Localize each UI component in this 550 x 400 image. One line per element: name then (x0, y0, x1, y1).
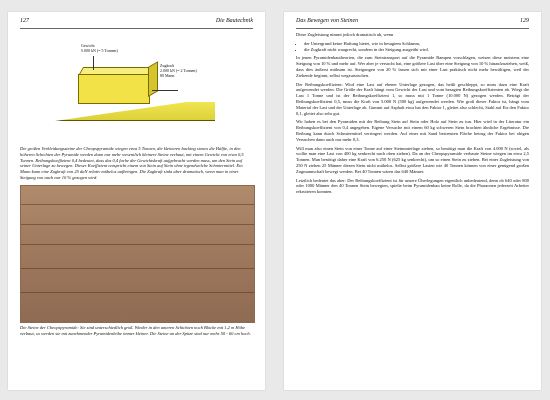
intro-paragraph: Diese Zugleistung nimmt jedoch dramatisch ab, wenn (296, 32, 394, 37)
bullet-item: • die Zugkraft nicht waagrecht, sondern in der Steigung ausgeübt wird. (304, 47, 529, 53)
paragraph-ramps: In jenen Pyramidenbautheorien, die zum Steintransport auf die Pyramide Rampen vorschlagen, weisen diese meistens eine Steigung von 10 % und mehr auf. Wer aber je versucht hat, eine größere Last über eine Steigung von 10 % hinaufzuziehen, weiß, dass dies äußerst mühsam ist. Steigungen von 20 % lassen sich mit einer Last praktisch nicht mehr bewältigen, weil der Ziehende beginnt, selbst wegzurutschen. (296, 55, 529, 78)
pull-people: 80 Mann (160, 72, 175, 78)
right-section-title: Das Bewegen von Steinen (296, 18, 359, 24)
right-page-number: 129 (520, 18, 529, 24)
left-page-content (20, 32, 253, 336)
pull-label-block (160, 64, 197, 78)
bullet-list (304, 41, 529, 53)
weight-label: Gewicht (81, 43, 95, 48)
pyramid-stones-photo (20, 185, 255, 323)
ramp-shape (55, 102, 215, 121)
right-page-content (296, 32, 529, 198)
pull-label: Zugkraft (160, 63, 174, 68)
stone-block-side (148, 61, 158, 97)
caption-1: Die großen Verkleidungssteine der Cheopspyramide wiegen etwa 5 Tonnen, die kleineren backing stones die Hälfte, in den höheren Schichten der Pyramide werden dann nur mehr wesentlich kleinere Steine verbaut, mit einem Gewicht von etwa 0,5 Tonnen. Reibungskoeffizient 0,4 bedeutet, dass das 0,4 fache der Gewichtskraft aufgebracht werden muss, um den Stein auf seiner Unterlage zu bewegen. Dieser Koeffizient entspricht einem von Stein auf Stein ohne irgendwelche Schmiermittel. Ein Mann kann eine Zugkraft von 25 daN relativ mühelos aufbringen. Die Zugkraft sinkt aber dramatisch, wenn man in einer Steigung von auch nur 10 % gezogen wird. (20, 146, 244, 180)
paragraph-conclusion: Letztlich bedeutet das aber: Der Reibungskoeffizient ist für unsere Überlegungen eigentlich unbedeutend, denn ob 640 oder 800 oder 1000 Männer den 40 Tonnen Stein bewegten, spielte beim Pyramidenbau keine Rolle, da die Pharaonen jederzeit Arbeiter rekrutieren konnten. (296, 177, 529, 195)
weight-leader-line (93, 56, 94, 70)
bullet-item: • der Untergrund keine Haftung bietet, wie in besagtem Schlamm, (304, 41, 529, 47)
paragraph-force-example: Will man also einen Stein von einer Tonne auf einer Steinunterlage ziehen, so benötigt man die Kraft von 4.000 N (soviel, als wollte man eine Last von 400 kg senkrecht nach oben ziehen). Da an der Cheopspyramide verbaute Steine wiegen im etwa 2,5 Tonnen. Man benötigt daher eine Kraft von 6.250 N (625 kg senkrecht), um so einen Stein zu ziehen. Bei einer Zugleistung von 250 N ziehen 25 Männer diesen Stein nicht mühelos. Selbst größere Lasten wie 40 Tonnen können von einer genügend großen Zugmannschaft bewegt werden. Bei 40 Tonnen wären das 640 Männer. (296, 145, 529, 174)
weight-value: 5.000 kN (= 5 Tonnen) (81, 47, 118, 53)
right-page-header (296, 18, 529, 29)
right-page (284, 12, 541, 390)
stone-block (78, 74, 150, 104)
left-page-header (20, 18, 253, 29)
paragraph-stone-on-stone: Wir haben es bei den Pyramiden mit der Reibung Stein auf Stein oder Holz auf Stein zu tun. Hier wird in der Literatur ein Reibungskoeffizient von 0,4 angegeben. Eigene Versuche mit einem 60 kg schweren Stein brachten ähnliche Ergebnisse. Die Reibung kann durch Schmiermittel verringert werden. Auf einer mit Sand bestreuten Fläche betrug der Faktor bei obigen Versuchen dann auch nur mehr 0,3. (296, 119, 529, 142)
stone-pull-diagram (20, 32, 253, 144)
pull-value: 2.000 kN (= 2 Tonnen) (160, 67, 197, 73)
weight-label-block (81, 44, 118, 54)
paragraph-friction-coefficient: Der Reibungskoeffizient: Wird eine Last auf ebener Unterlage gezogen, das heißt geschleppt, so muss dazu eine Kraft aufgewendet werden. Die Größe der Kraft hängt vom Gewicht der Last und vom besagten Reibungskoeffizienten ab. Wiegt die Last 1 Tonne und ist der Reibungskoeffizient 1, so muss mit 1 Tonne (10.000 N) gezogen werden. Beträgt der Reibungskoeffizient 0,5, muss die Kraft von 5.000 N (500 kg) aufgewendet werden. Wie groß dieser Faktor ist, hängt vom Material der Last und der Unterlage ab. Gummi auf Asphalt etwa hat den Faktor 1, gleitet also schlecht, Stahl auf Eis den Faktor 0,1, gleitet also sehr gut. (296, 81, 529, 116)
left-page-number: 127 (20, 18, 29, 24)
pull-leader-line (152, 90, 178, 91)
left-page (8, 12, 265, 390)
left-section-title: Die Bautechnik (215, 18, 253, 24)
caption-2: Die Steine der Cheopspyramide: Sie sind unterschiedlich groß. Wieder in den unteren Schichten noch Blöcke mit 1,2 m Höhe verbaut, so werden sie mit zunehmender Pyramidenhöhe immer kleiner. Die Steine an der Spitze sind nur mehr 50 - 60 cm hoch. (20, 324, 251, 336)
